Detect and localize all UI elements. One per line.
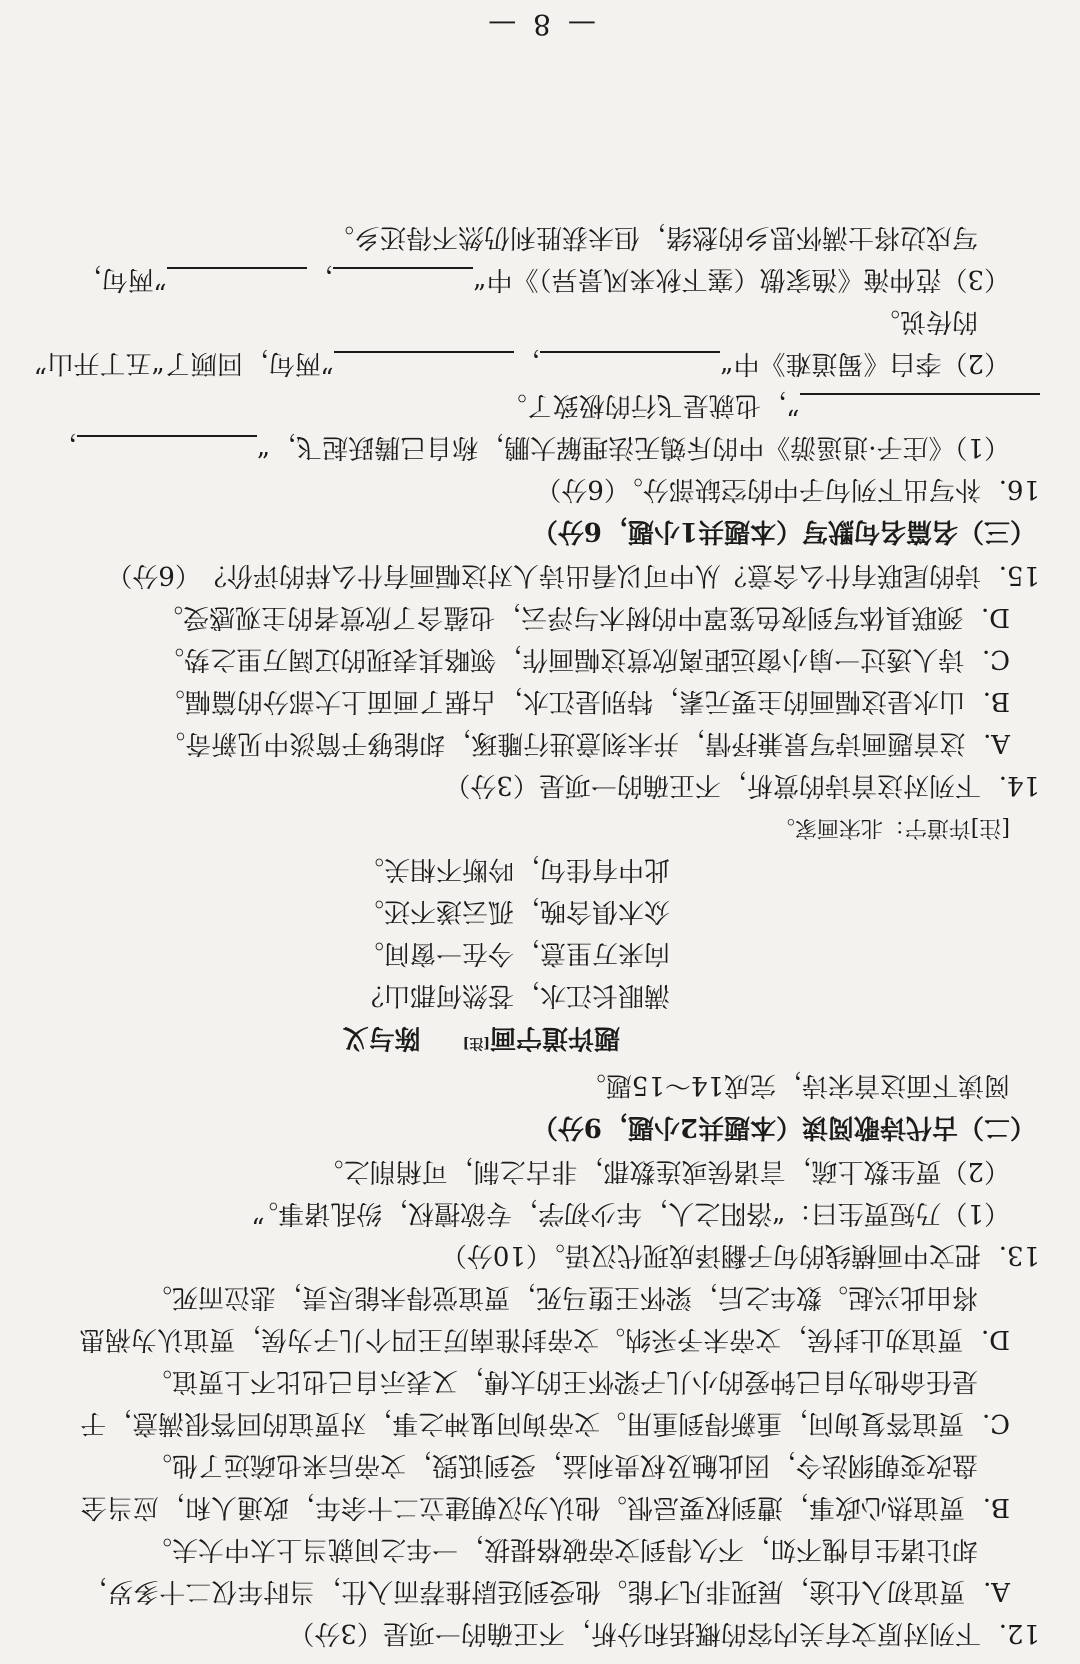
section-2-heading: （二）古代诗歌阅读（本题共2小题，9分） <box>531 1112 1036 1142</box>
q12-option-c-cont: 是任命他为自己钟爱的小儿子梁怀王的太傅，又表示自己也比不上贾谊。 <box>145 1366 978 1396</box>
q16-item-3 <box>36 258 1040 300</box>
q14-option-b: B．山水是这幅画的主要元素，特别是江水，占据了画面上大部分的篇幅。 <box>158 686 1010 717</box>
comma: ， <box>514 348 541 379</box>
poem-line-3: 众木俱含晚，孤云遂不还。 <box>357 896 670 927</box>
poem-note: [注]许道宁：北宋画家。 <box>772 815 1010 841</box>
q12-option-d-cont: 将由此兴起。数年之后，梁怀王堕马死，贾谊觉得未能尽责，悲泣而死。 <box>145 1282 978 1312</box>
q16-item-2 <box>36 342 1040 384</box>
section-3-heading: （三）名篇名句默写（本题共1小题，6分） <box>531 516 1036 547</box>
q16-item-1-cont <box>36 384 1040 426</box>
q12-option-a-cont: 却让诸生自愧不如，不久得到文帝破格提拔，一年之间就当上太中大夫。 <box>145 1534 978 1564</box>
poem-title: 题许道宁画 <box>489 1022 620 1053</box>
q14-stem: 14．下列对这首诗的赏析，不正确的一项是（3分） <box>444 770 1040 801</box>
answer-blank[interactable] <box>334 351 514 379</box>
q16-item-3-tail: ”两句， <box>75 264 168 295</box>
q14-option-d: D．颈联具体写到夜色笼罩中的树木与浮云，也蕴含了欣赏者的主观感受。 <box>157 602 1010 633</box>
comma: ， <box>50 432 77 463</box>
answer-blank[interactable] <box>167 267 307 295</box>
q14-option-a: A．这首题画诗写景兼抒情，并未刻意进行雕琢，却能够于简淡中见新奇。 <box>159 728 1010 759</box>
poem-note-mark: [注] <box>462 1035 490 1051</box>
poem-line-1: 满眼长江水，苍然何郡山？ <box>357 980 670 1011</box>
q16-stem: 16．补写出下列句子中的空缺部分。（6分） <box>535 474 1040 505</box>
answer-blank[interactable] <box>77 435 257 463</box>
poem-line-2: 向来万里意，今在一窗间。 <box>357 938 670 969</box>
q12-option-a: A．贾谊初入仕途，展现非凡才能。他受到廷尉推荐而入仕，当时年仅二十多岁， <box>81 1576 1010 1606</box>
q14-option-c: C．诗人透过一扇小窗远距离欣赏这幅画作，领略其表现的辽阔万里之势。 <box>158 644 1010 675</box>
q12-option-b-cont: 盘改变朝纲法令，因此触及权贵利益，受到诋毁，文帝后来也疏远了他。 <box>145 1450 978 1480</box>
q12-stem: 12．下列对原文有关内容的概括和分析，不正确的一项是（3分） <box>288 1618 1040 1648</box>
q12-option-d: D．贾谊劝止封侯，文帝未予采纳。文帝封淮南厉王四个儿子为侯，贾谊认为祸患 <box>79 1324 1010 1354</box>
q16-item-3-text: （3）范仲淹《渔家傲（塞下秋来风景异）》中“ <box>473 264 1010 295</box>
q16-item-1 <box>36 426 1040 468</box>
poem-line-4: 此中有佳句，吟断不相关。 <box>357 854 670 885</box>
q16-item-1-text: （1）《庄子·逍遥游》中的斥鴳无法理解大鹏，称自己腾跃起飞，“ <box>256 432 1010 463</box>
answer-blank[interactable] <box>800 393 1040 421</box>
poem-title-line <box>36 1016 1040 1064</box>
q12-option-c: C．贾谊答复询问，重新得到重用。文帝询问鬼神之事，对贾谊的回答很满意，于 <box>80 1408 1010 1438</box>
page-number: — 8 — <box>484 8 596 41</box>
q13-sentence-1: （1）乃短贾生曰：“洛阳之人，年少初学，专欲擅权，纷乱诸事。” <box>251 1198 1010 1228</box>
q15-stem: 15．诗的尾联有什么含意？从中可以看出诗人对这幅画有什么样的评价？（6分） <box>106 560 1040 591</box>
q16-item-2-tail: ”两句，回顾了“五丁开山” <box>34 348 335 379</box>
comma: ， <box>307 264 334 295</box>
q16-item-2-text: （2）李白《蜀道难》中“ <box>720 348 1010 379</box>
q16-item-3-cont: 写戍边将士满怀思乡的愁绪，但未获胜利仍然不得还乡。 <box>327 222 978 253</box>
q16-item-1-tail: ”，也就是飞行的极致了。 <box>500 390 800 421</box>
q12-option-b: B．贾谊热心政事，遭到权要忌恨。他认为汉朝建立二十余年，政通人和，应当全 <box>80 1492 1010 1522</box>
q13-sentence-2: （2）贾生数上疏，言诸侯或连数郡，非古之制，可稍削之。 <box>317 1156 1010 1186</box>
answer-blank[interactable] <box>540 351 720 379</box>
poem-author: 陈与义 <box>342 1022 421 1053</box>
page-content <box>36 216 1040 1654</box>
q13-stem: 13．把文中画横线的句子翻译成现代汉语。（10分） <box>440 1240 1040 1270</box>
q16-item-2-cont: 的传说。 <box>873 306 978 337</box>
poem-intro: 阅读下面这首宋诗，完成14～15题。 <box>579 1070 1010 1100</box>
answer-blank[interactable] <box>333 267 473 295</box>
